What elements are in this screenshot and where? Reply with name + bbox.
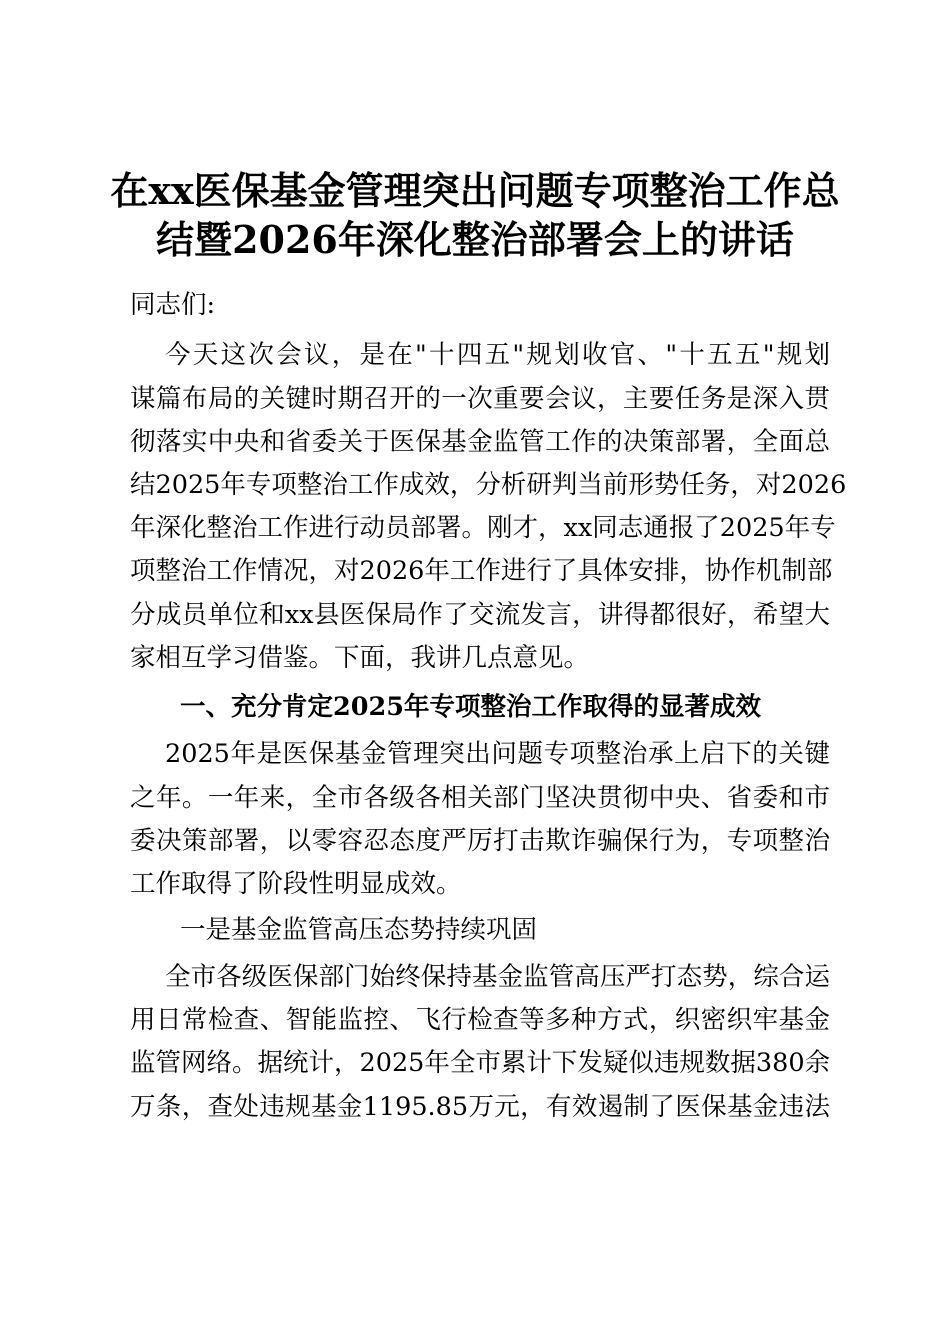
paragraph-2-line: 工作取得了阶段性明显成效。 <box>130 869 462 899</box>
paragraph-2-line: 之年。一年来，全市各级各相关部门坚决贯彻中央、省委和市 <box>130 783 830 813</box>
paragraph-1-line: 年深化整治工作进行动员部署。刚才，xx同志通报了2025年专 <box>130 513 836 543</box>
paragraph-1-line: 今天这次会议，是在"十四五"规划收官、"十五五"规划 <box>165 340 830 370</box>
paragraph-1-line: 彻落实中央和省委关于医保基金监管工作的决策部署，全面总 <box>130 427 830 457</box>
paragraph-1-line: 家相互学习借鉴。下面，我讲几点意见。 <box>130 643 590 673</box>
paragraph-1-line: 谋篇布局的关键时期召开的一次重要会议，主要任务是深入贯 <box>130 384 830 414</box>
document-title-line-1: 在xx医保基金管理突出问题专项整治工作总 <box>110 168 840 213</box>
paragraph-3-line: 万条，查处违规基金1195.85万元，有效遏制了医保基金违法 <box>130 1092 830 1122</box>
paragraph-3-line: 监管网络。据统计，2025年全市累计下发疑似违规数据380余 <box>130 1048 831 1078</box>
paragraph-3-line: 全市各级医保部门始终保持基金监管高压严打态势，综合运 <box>165 962 830 992</box>
section-heading-1: 一、充分肯定2025年专项整治工作取得的显著成效 <box>180 692 761 722</box>
document-title-line-2: 结暨2026年深化整治部署会上的讲话 <box>156 217 794 262</box>
paragraph-1-line: 分成员单位和xx县医保局作了交流发言，讲得都很好，希望大 <box>130 600 830 630</box>
paragraph-1-line: 项整治工作情况，对2026年工作进行了具体安排，协作机制部 <box>130 556 833 586</box>
paragraph-2-line: 2025年是医保基金管理突出问题专项整治承上启下的关键 <box>165 739 830 769</box>
subheading-1: 一是基金监管高压态势持续巩固 <box>180 915 538 945</box>
salutation: 同志们: <box>130 290 216 320</box>
paragraph-3-line: 用日常检查、智能监控、飞行检查等多种方式，织密织牢基金 <box>130 1005 830 1035</box>
paragraph-1-line: 结2025年专项整治工作成效，分析研判当前形势任务，对2026 <box>130 470 847 500</box>
paragraph-2-line: 委决策部署，以零容忍态度严厉打击欺诈骗保行为，专项整治 <box>130 826 830 856</box>
